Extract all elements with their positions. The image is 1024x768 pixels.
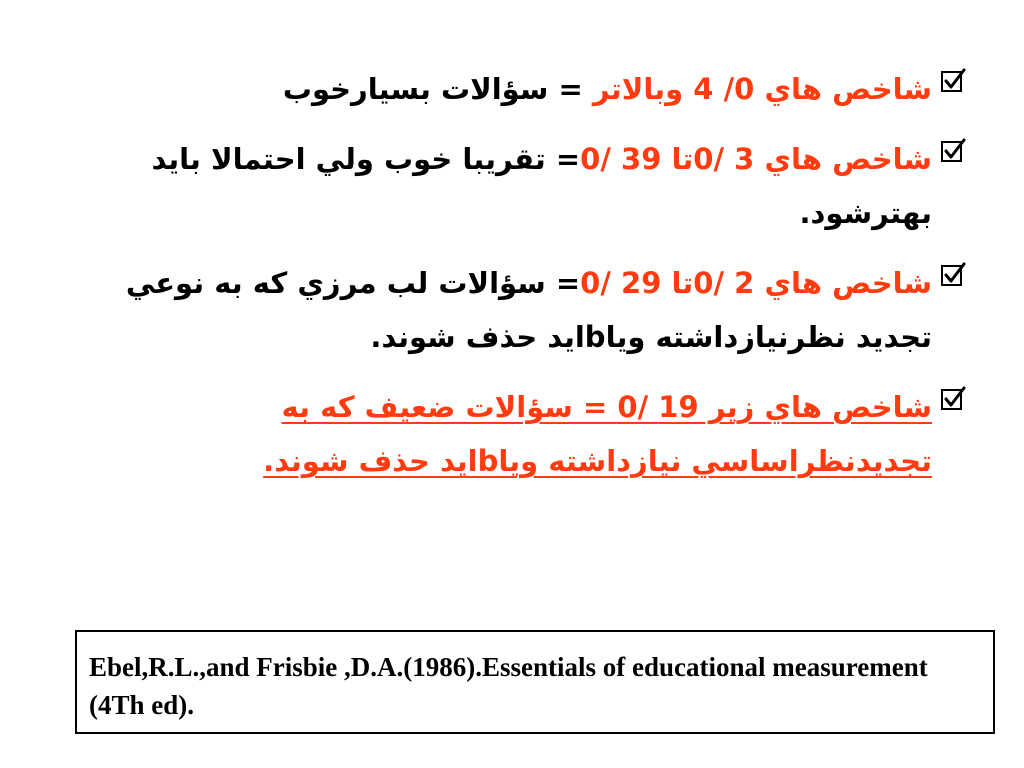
checkbox-checked-icon <box>940 138 966 164</box>
reference-citation: Ebel,R.L.,and Frisbie ,D.A.(1986).Essentials of educational measurement (4Th ed). <box>75 630 995 734</box>
bullet-item-2 <box>66 132 966 240</box>
bullet-item-4 <box>66 380 966 488</box>
bullet-item-3 <box>66 256 966 364</box>
checkbox-checked-icon <box>940 68 966 94</box>
index-meaning-1: = سؤالات بسيارخوب <box>282 72 593 106</box>
bullet-item-1 <box>66 62 966 116</box>
index-range-2: شاخص هاي 3 /0تا 39 /0 <box>580 142 932 176</box>
checkbox-checked-icon <box>940 262 966 288</box>
bullet-text-1 <box>72 62 932 116</box>
bullet-text-3 <box>72 256 932 364</box>
checkbox-checked-icon <box>940 386 966 412</box>
index-meaning-2: = تقريبا خوب ولي احتمالا بايد بهترشود. <box>151 142 932 230</box>
index-range-1: شاخص هاي 0/ 4 وبالاتر <box>592 72 932 106</box>
bullet-list <box>66 62 966 504</box>
index-range-3: شاخص هاي 2 /0تا 29 /0 <box>580 266 932 300</box>
index-meaning-3: = سؤالات لب مرزي كه به نوعي تجديد نظرنيازداشته وياbايد حذف شوند. <box>125 266 932 354</box>
bullet-text-4 <box>72 380 932 488</box>
bullet-text-2 <box>72 132 932 240</box>
index-range-4: شاخص هاي زير 19 /0 = سؤالات ضعيف كه به تجديدنظراساسي نيازداشته وياbايد حذف شوند. <box>263 390 932 478</box>
